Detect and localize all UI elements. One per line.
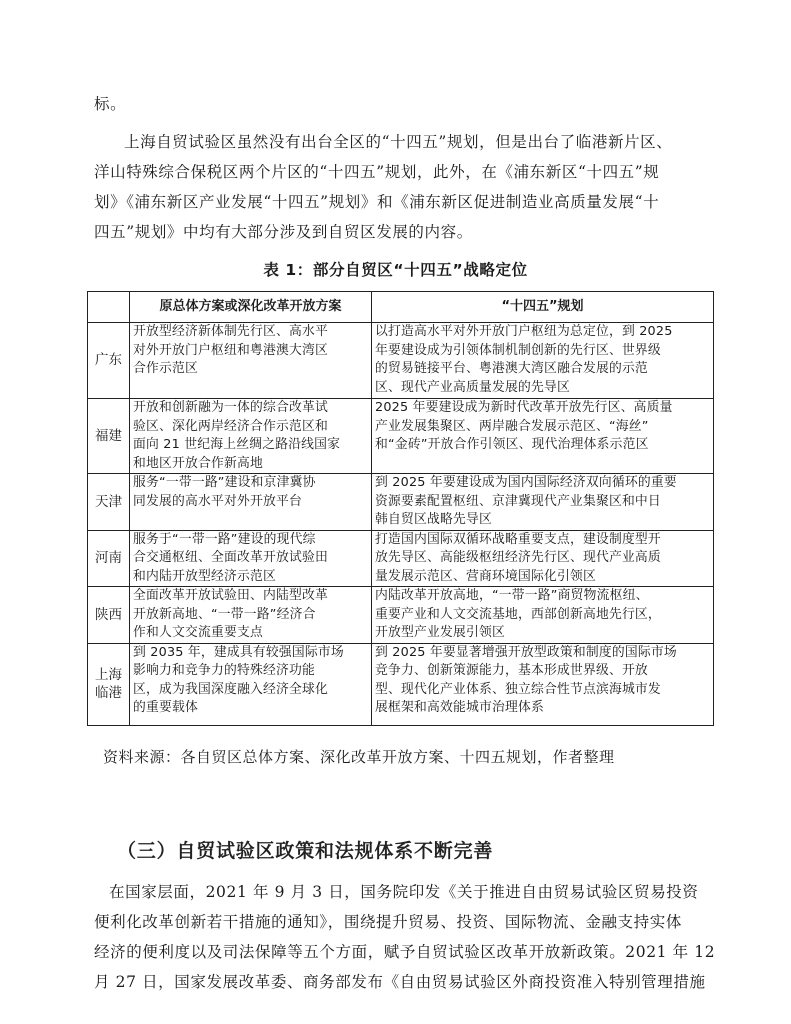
region-name: 天津: [95, 493, 122, 510]
original-plan-cell: [130, 530, 372, 587]
text-line: 划》《浦东新区产业发展“十四五”规划》和《浦东新区促进制造业高质量发展“十: [94, 193, 660, 211]
cell-line: 放先导区、高能级枢纽经济先行区、现代产业高质: [375, 550, 661, 565]
region-cell: [88, 399, 130, 474]
cell-line: 以打造高水平对外开放门户枢纽为总定位，到 2025: [375, 324, 673, 339]
cell-line: 竞争力、创新策源能力，基本形成世界级、开放: [375, 663, 648, 678]
text-line: 四五”规划》中均有大部分涉及到自贸区发展的内容。: [94, 223, 473, 241]
cell-line: 影响力和竞争力的特殊经济功能: [133, 663, 315, 678]
region-name: 河南: [95, 550, 122, 566]
cell-line: 重要产业和人文交流基地，西部创新高地先行区，: [375, 606, 661, 622]
cell-line: 年要建设成为引领体制机制创新的先行区、世界级: [375, 342, 661, 358]
cell-line: 资源要素配置枢纽、京津冀现代产业集聚区和中日: [375, 493, 661, 509]
cell-line: 验区、深化两岸经济合作示范区和: [133, 418, 328, 434]
original-plan-cell: [130, 643, 372, 725]
cell-line: 合交通枢纽、全面改革开放试验田: [133, 550, 328, 565]
cell-line: 展框架和高效能城市治理体系: [375, 700, 544, 715]
region-cell: [88, 587, 130, 644]
cell-line: 开放和创新融为一体的综合改革试: [133, 400, 328, 415]
fourteenth-plan-cell: [372, 587, 714, 644]
fourteenth-plan-cell: [372, 474, 714, 531]
table-row: [88, 643, 714, 725]
header-original-plan: 原总体方案或深化改革开放方案: [130, 292, 372, 323]
cell-line: 2025 年要建设成为新时代改革开放先行区、高质量: [375, 400, 673, 415]
region-name: 广东: [95, 352, 122, 369]
fourteenth-plan-cell: [372, 399, 714, 474]
section-heading: （三）自贸试验区政策和法规体系不断完善: [117, 840, 494, 862]
cell-line: 打造国内国际双循环战略重要支点，建设制度型开: [375, 531, 661, 547]
region-cell: [88, 530, 130, 587]
paragraph-national: [94, 877, 716, 997]
cell-line: 区、现代产业高质量发展的先导区: [375, 379, 570, 395]
fourteenth-plan-cell: [372, 530, 714, 587]
region-cell: [88, 474, 130, 531]
table-row: [88, 530, 714, 587]
cell-line: 到 2025 年要建设成为国内国际经济双向循环的重要: [375, 475, 677, 490]
text-line: 在国家层面，2021 年 9 月 3 日，国务院印发《关于推进自由贸易试验区贸易投资: [109, 883, 699, 901]
text-line: 便利化改革创新若干措施的通知》，围绕提升贸易、投资、国际物流、金融支持实体: [94, 913, 682, 931]
text-line: 标。: [94, 95, 127, 113]
original-plan-cell: [130, 587, 372, 644]
fourteenth-plan-cell: [372, 643, 714, 725]
cell-line: 全面改革开放试验田、内陆型改革: [133, 588, 328, 603]
region-name: 陕西: [95, 606, 122, 623]
cell-line: 对外开放门户枢纽和粤港澳大湾区: [133, 342, 328, 358]
cell-line: 开放型产业发展引领区: [375, 625, 505, 640]
paragraph-tail: [94, 89, 701, 119]
cell-line: 区，成为我国深度融入经济全球化: [133, 681, 328, 697]
region-cell: [88, 643, 130, 725]
table-caption: 表 1：部分自贸区“十四五”战略定位: [263, 261, 528, 279]
original-plan-cell: [130, 474, 372, 531]
table-header-row: [88, 292, 714, 323]
cell-line: 服务“一带一路”建设和京津冀协: [133, 475, 316, 490]
cell-line: 开放新高地、“一带一路”经济合: [133, 606, 316, 622]
region-name: 福建: [95, 427, 122, 444]
text-line: 上海自贸试验区虽然没有出台全区的“十四五”规划，但是出台了临港新片区、: [124, 133, 673, 151]
original-plan-cell: [130, 399, 372, 474]
text-line: 洋山特殊综合保税区两个片区的“十四五”规划，此外，在《浦东新区“十四五”规: [94, 163, 660, 181]
table-source-note: 资料来源：各自贸区总体方案、深化改革开放方案、十四五规划，作者整理: [103, 748, 615, 766]
cell-line: 到 2035 年，建成具有较强国际市场: [133, 644, 344, 660]
table-row: [88, 399, 714, 474]
paragraph-shanghai: [94, 127, 701, 247]
cell-line: 作和人文交流重要支点: [133, 625, 263, 640]
header-14th-plan: “十四五”规划: [372, 292, 714, 323]
cell-line: 服务于“一带一路”建设的现代综: [133, 531, 316, 547]
cell-line: 型、现代化产业体系、独立综合性节点滨海城市发: [375, 681, 661, 697]
region-name: 临港: [95, 685, 122, 701]
table-row: [88, 587, 714, 644]
cell-line: 量发展示范区、营商环境国际化引领区: [375, 568, 596, 584]
cell-line: 开放型经济新体制先行区、高水平: [133, 324, 328, 339]
cell-line: 到 2025 年要显著增强开放型政策和制度的国际市场: [375, 644, 677, 660]
cell-line: 和“金砖”开放合作引领区、现代治理体系示范区: [375, 437, 649, 452]
text-line: 月 27 日，国家发展改革委、商务部发布《自由贸易试验区外商投资准入特别管理措施: [94, 973, 706, 991]
cell-line: 的贸易链接平台、粤港澳大湾区融合发展的示范: [375, 361, 648, 376]
cell-line: 韩自贸区战略先导区: [375, 512, 492, 527]
header-region: [88, 292, 130, 323]
text-line: 经济的便利度以及司法保障等五个方面，赋予自贸试验区改革开放新政策。2021 年 12: [94, 943, 716, 961]
original-plan-cell: [130, 323, 372, 399]
region-name: 上海: [95, 666, 122, 683]
cell-line: 和地区开放合作新高地: [133, 455, 263, 471]
positioning-table: [87, 291, 714, 726]
region-cell: [88, 323, 130, 399]
cell-line: 合作示范区: [133, 361, 198, 376]
cell-line: 产业发展集聚区、两岸融合发展示范区、“海丝”: [375, 418, 649, 434]
fourteenth-plan-cell: [372, 323, 714, 399]
table-row: [88, 323, 714, 399]
cell-line: 的重要载体: [133, 700, 198, 715]
table-row: [88, 474, 714, 531]
cell-line: 和内陆开放型经济示范区: [133, 568, 276, 584]
cell-line: 内陆改革开放高地，“一带一路”商贸物流枢纽、: [375, 588, 649, 603]
cell-line: 同发展的高水平对外开放平台: [133, 493, 302, 509]
cell-line: 面向 21 世纪海上丝绸之路沿线国家: [133, 437, 341, 452]
